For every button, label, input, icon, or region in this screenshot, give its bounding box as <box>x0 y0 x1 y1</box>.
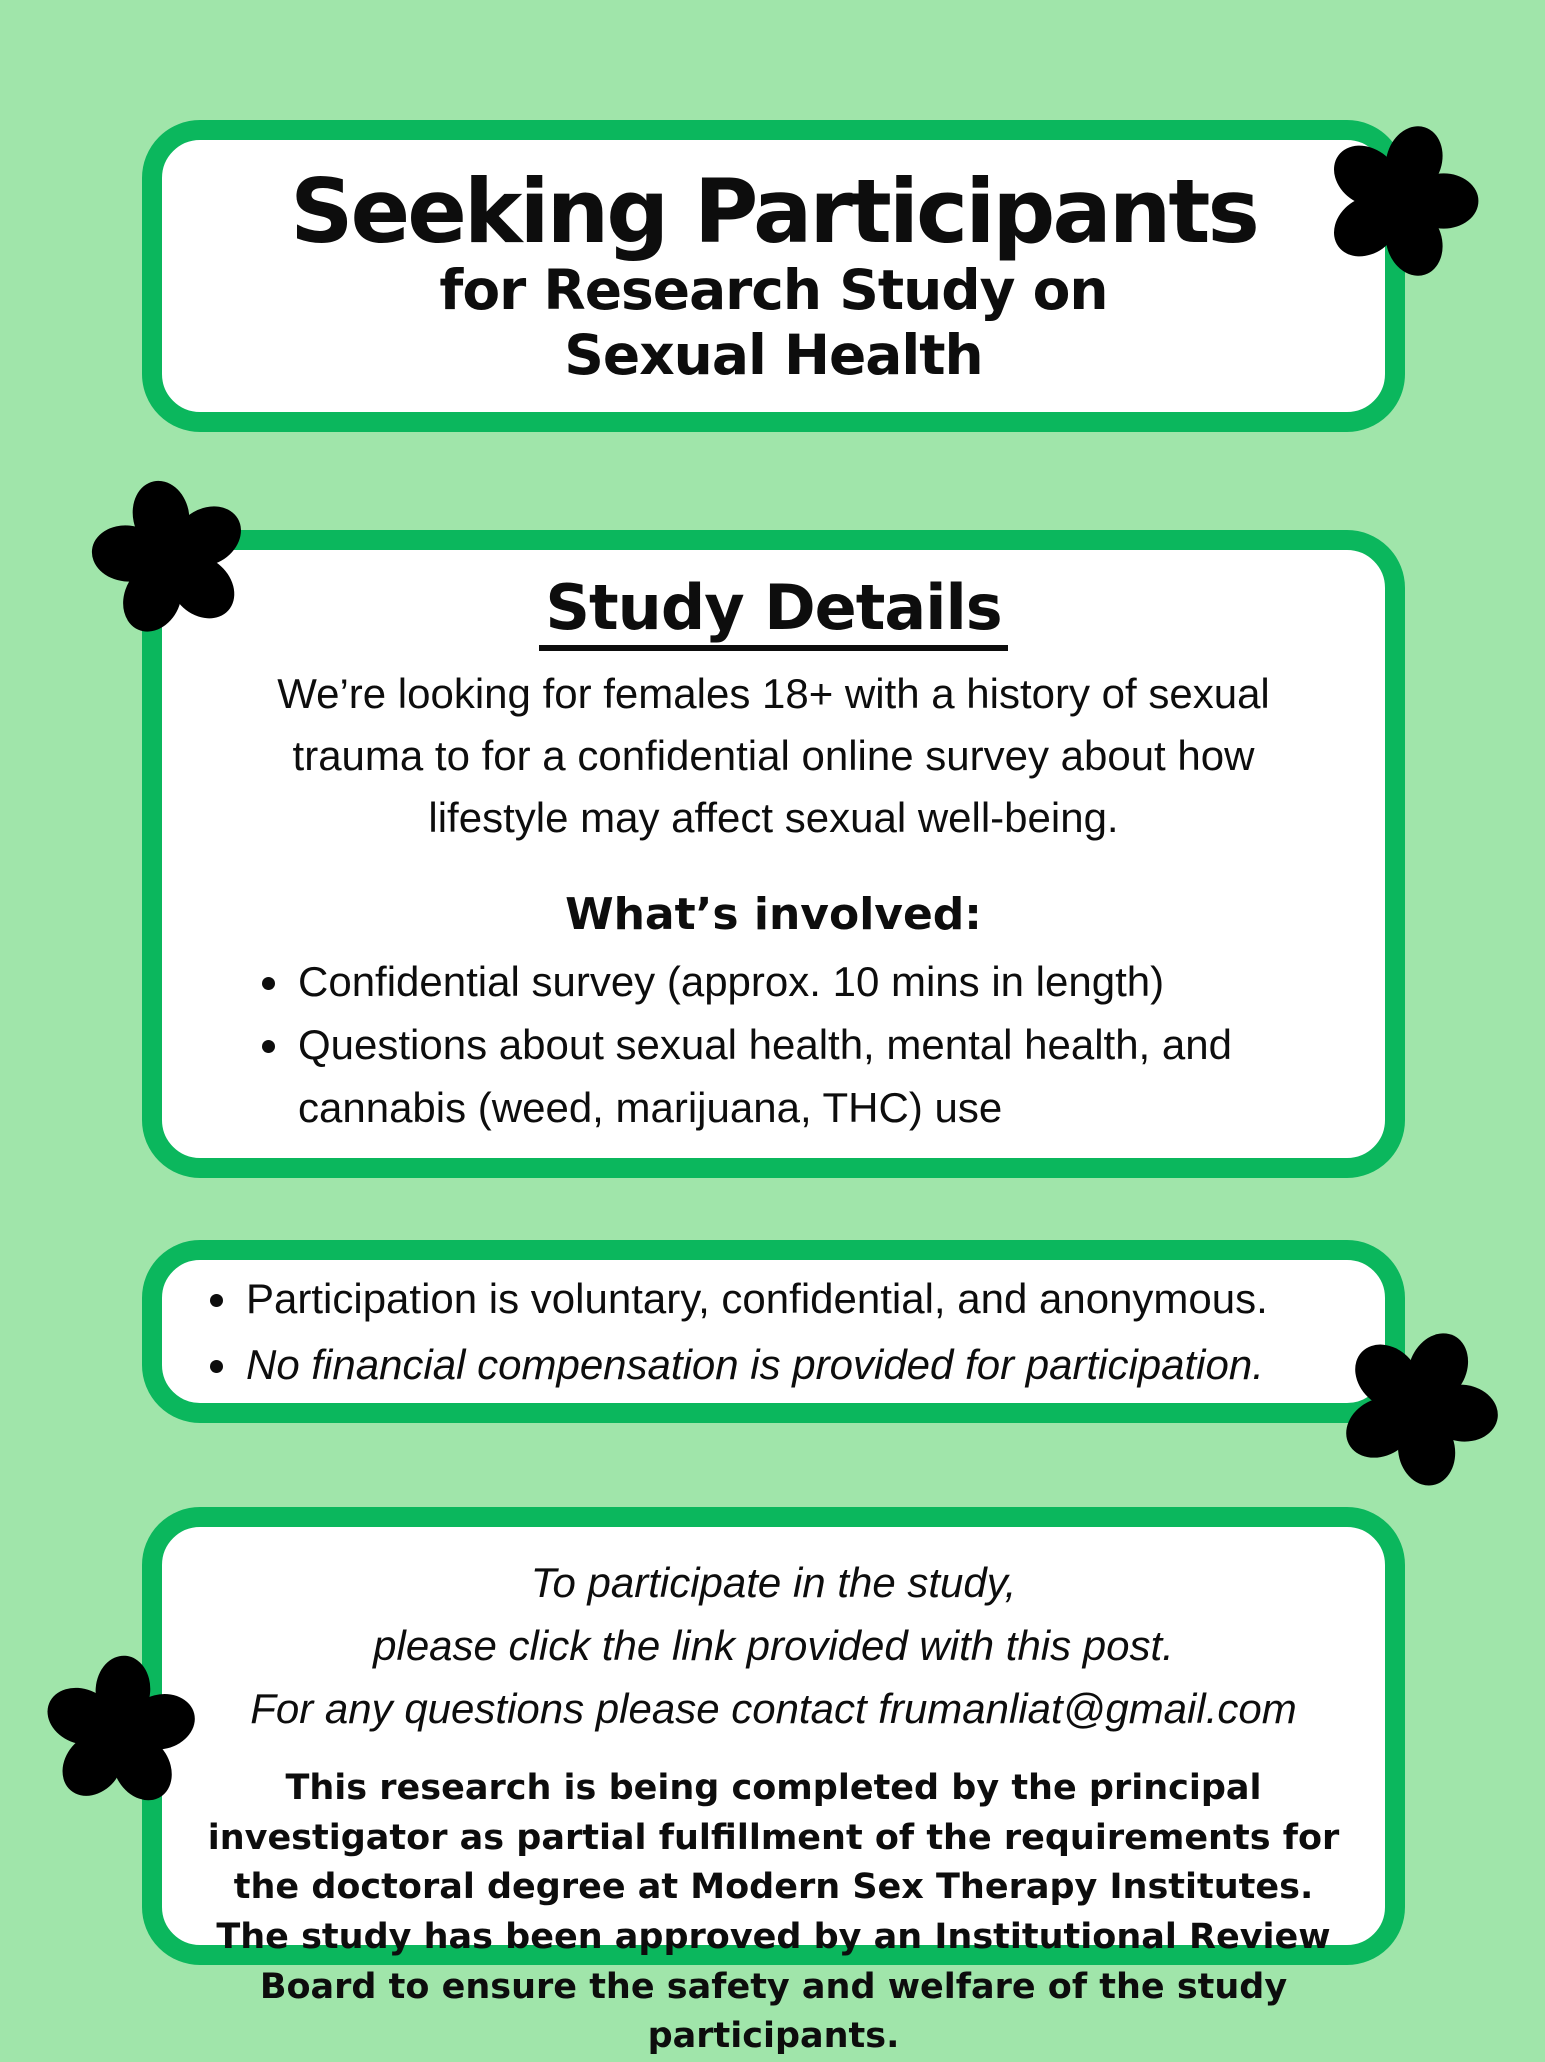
study-intro-line2: trauma to for a confidential online survey about how <box>292 732 1255 780</box>
involved-bullet-1: • Confidential survey (approx. 10 mins in length) <box>294 950 1345 1013</box>
participation-bullet-2: • No financial compensation is provided for participation. <box>242 1332 1385 1397</box>
contact-line3: For any questions please contact frumanliat@gmail.com <box>250 1685 1297 1732</box>
title-card <box>142 120 1405 432</box>
flyer-title: Seeking Participants <box>290 160 1257 264</box>
contact-line1: To participate in the study, <box>530 1559 1017 1606</box>
flower-icon <box>75 463 265 653</box>
involved-bullet-2: • Questions about sexual health, mental health, and cannabis (weed, marijuana, THC) use <box>294 1013 1328 1139</box>
involved-bullet-list <box>202 950 1345 1139</box>
participation-bullet-list <box>162 1266 1385 1396</box>
whats-involved-heading: What’s involved: <box>565 888 982 940</box>
study-details-heading: Study Details <box>539 572 1007 651</box>
flower-icon <box>37 1649 204 1816</box>
study-details-card <box>142 530 1405 1178</box>
irb-disclaimer: This research is being completed by the principal investigator as partial fulfillment of the requirements for the doctoral degree at Modern Sex Therapy Institutes. The study has been approved by an Institutional Review Board to ensure the safety and welfare of the study participants. <box>207 1768 1340 2057</box>
participation-info-card <box>142 1240 1405 1423</box>
flyer-subtitle-line1: for Research Study on <box>439 257 1108 322</box>
study-intro-line3: lifestyle may affect sexual well-being. <box>428 793 1119 841</box>
flyer-subtitle-line2: Sexual Health <box>564 322 983 387</box>
contact-card <box>142 1507 1405 2057</box>
contact-line2: please click the link provided with this post. <box>373 1622 1174 1669</box>
participation-bullet-1: • Participation is voluntary, confidential, and anonymous. <box>242 1266 1385 1331</box>
study-intro-line1: We’re looking for females 18+ with a history of sexual <box>277 670 1270 718</box>
